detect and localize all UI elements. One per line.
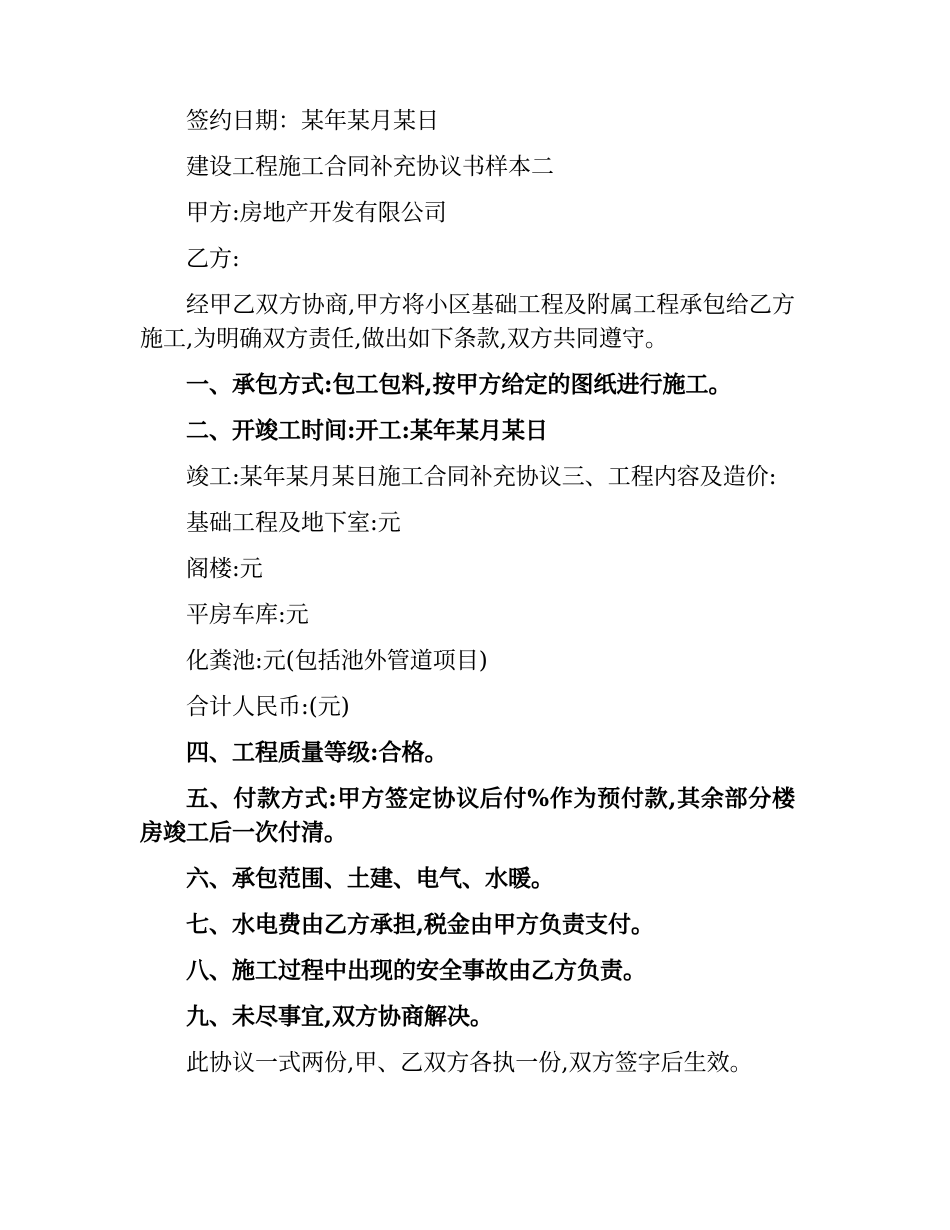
party-b: 乙方: xyxy=(186,246,240,272)
cost-item-septic-tank: 化粪池:元(包括池外管道项目) xyxy=(186,648,488,674)
clause-contract-method: 一、承包方式:包工包料,按甲方给定的图纸进行施工。 xyxy=(186,371,732,398)
document-body xyxy=(140,104,795,1092)
closing-statement: 此协议一式两份,甲、乙双方各执一份,双方签字后生效。 xyxy=(186,1050,753,1076)
cost-item-foundation: 基础工程及地下室:元 xyxy=(186,510,401,536)
clause-other-matters: 九、未尽事宜,双方协商解决。 xyxy=(186,1003,494,1030)
clause-payment-method: 五、付款方式:甲方签定协议后付%作为预付款,其余部分楼房竣工后一次付清。 xyxy=(140,785,795,846)
preamble: 经甲乙双方协商,甲方将小区基础工程及附属工程承包给乙方施工,为明确双方责任,做出如下条款,双方共同遵守。 xyxy=(140,292,795,352)
clause-start-time: 二、开竣工时间:开工:某年某月某日 xyxy=(186,417,548,444)
signing-date: 签约日期：某年某月某日 xyxy=(186,108,439,134)
cost-total: 合计人民币:(元) xyxy=(186,694,350,720)
party-a: 甲方:房地产开发有限公司 xyxy=(186,200,447,226)
clause-scope: 六、承包范围、土建、电气、水暖。 xyxy=(186,865,554,892)
document-title: 建设工程施工合同补充协议书样本二 xyxy=(186,154,554,180)
cost-item-attic: 阁楼:元 xyxy=(186,556,263,582)
cost-item-garage: 平房车库:元 xyxy=(186,602,309,628)
clause-safety: 八、施工过程中出现的安全事故由乙方负责。 xyxy=(186,957,646,984)
clause-quality-grade: 四、工程质量等级:合格。 xyxy=(186,739,448,766)
completion-and-cost-heading: 竣工:某年某月某日施工合同补充协议三、工程内容及造价: xyxy=(186,464,777,490)
clause-utilities-tax: 七、水电费由乙方承担,税金由甲方负责支付。 xyxy=(186,911,655,938)
